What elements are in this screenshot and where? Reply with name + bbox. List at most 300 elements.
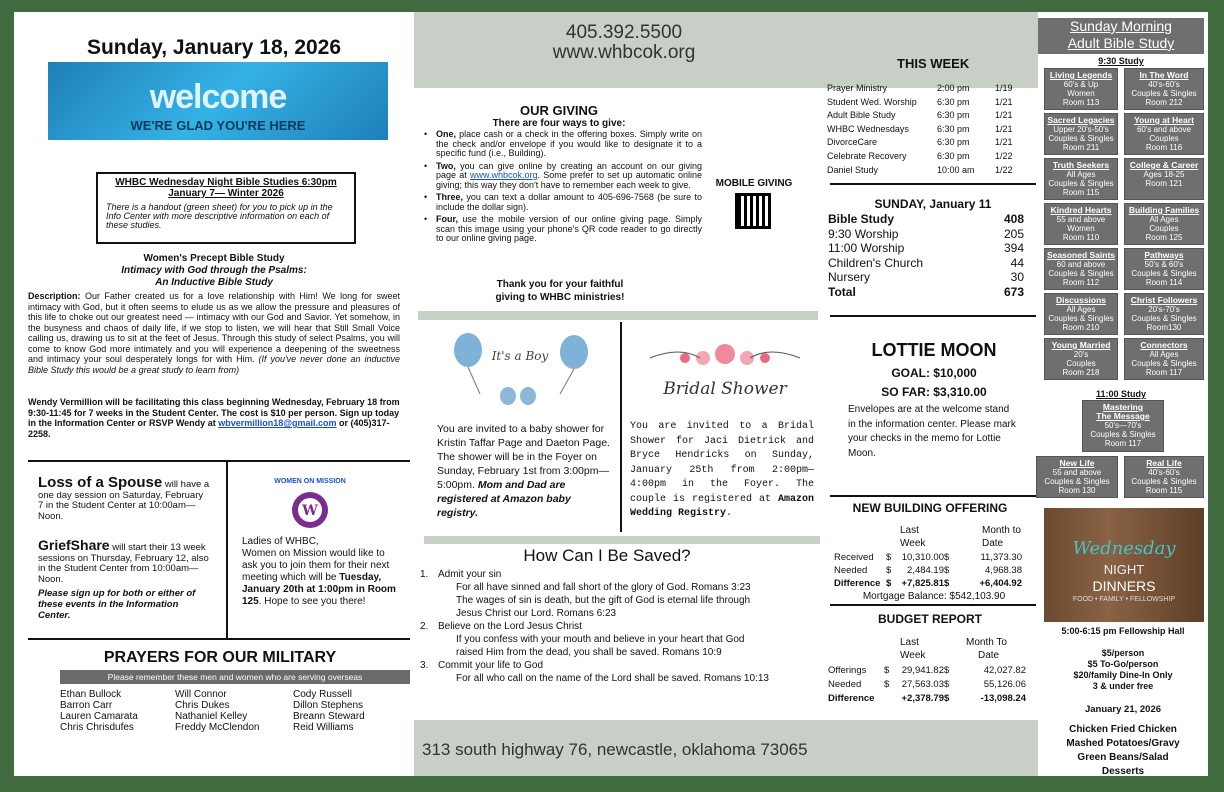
divider [418, 311, 818, 320]
building-cell: 2,484.19 [907, 565, 944, 576]
class-detail: Room 211 [1062, 143, 1100, 152]
budget-cell: Needed [828, 679, 862, 690]
military-col-2 [175, 689, 285, 733]
frame-top [0, 0, 1224, 12]
class-detail: Room 115 [1062, 188, 1100, 197]
saved-verse: For all who call on the name of the Lord shall be saved. Romans 10:13 [456, 673, 769, 684]
class-name: Connectors [1140, 340, 1188, 350]
this-week-cell: 1/19 [995, 83, 1013, 93]
sunday-row [828, 212, 1024, 227]
dinners-menu [1038, 723, 1208, 779]
building-row [834, 551, 1030, 564]
giving-text: use the mobile version of our online giving page. Simply scan this image using your phone's QR code reader to go directly to our online giving page. [436, 214, 702, 243]
military-name: Dillon Stephens [293, 700, 364, 711]
this-week-cell: 6:30 pm [937, 123, 970, 134]
budget-cell: 27,563.03 [901, 679, 944, 690]
building-h2b: Date [982, 538, 1004, 549]
bible-class-card [1044, 113, 1118, 155]
this-week-cell: WHBC Wednesdays [827, 123, 909, 134]
welcome-subtext: WE'RE GLAD YOU'RE HERE [130, 118, 306, 133]
lottie-text: Envelopes are at the welcome stand in the information center. Please mark your checks in the memo for Lottie Moon. [848, 404, 1016, 459]
wednesday-study-body: There is a handout (green sheet) for you to pick up in the Info Center with more descriptive information on each of these studies. [106, 202, 333, 230]
bible-class-card [1124, 113, 1204, 155]
budget-cell [884, 692, 896, 706]
class-name: Living Legends [1049, 70, 1113, 80]
this-week-cell: 6:30 pm [937, 137, 970, 148]
class-detail: Couples [1149, 134, 1179, 143]
budget-cell: Difference [828, 693, 875, 704]
church-address: 313 south highway 76, newcastle, oklahoma 73065 [422, 740, 808, 759]
saved-step [420, 620, 830, 633]
dinners-p1: $5/person [1101, 648, 1145, 658]
military-name: Lauren Camarata [60, 711, 138, 722]
divider [28, 638, 410, 640]
divider [830, 604, 1036, 606]
this-week-row [827, 109, 1032, 123]
wednesday-study-box [96, 172, 356, 244]
dinners-p3: $20/family Dine-In Only [1073, 670, 1173, 680]
menu-item: Chicken Fried Chicken [1069, 724, 1177, 735]
building-head-week [900, 524, 950, 550]
this-week-cell: Student Wed. Worship [827, 96, 917, 107]
military-name: Nathaniel Kelley [175, 711, 248, 722]
precept-desc-label: Description: [28, 291, 81, 301]
this-week-cell: 6:30 pm [937, 150, 970, 161]
building-row [834, 577, 1030, 590]
class-detail: Room 112 [1062, 278, 1100, 287]
this-week-cell: Daniel Study [827, 164, 879, 175]
class-detail: Room 117 [1145, 368, 1183, 377]
class-name: College & Career [1129, 160, 1199, 170]
dinners-w1: Wednesday [1072, 538, 1176, 559]
budget-cell: -13,098.24 [980, 693, 1026, 704]
study-930-label: 9:30 Study [1098, 56, 1144, 66]
class-detail: Room 117 [1104, 439, 1142, 448]
welcome-text: welcome [149, 78, 287, 116]
giving-text-2: . Some prefer to set up automatic online giving; this way they don't have to remember each week to give. [436, 170, 703, 190]
svg-text:W: W [302, 503, 318, 519]
bible-class-card [1044, 293, 1118, 335]
sunday-count: 673 [1003, 284, 1024, 299]
class-detail: Couples [1066, 359, 1096, 368]
baby-art-text: It's a Boy [491, 349, 549, 363]
budget-cell: 29,941.82 [901, 665, 944, 676]
class-name: Mastering [1102, 402, 1144, 412]
building-cell: $ [944, 552, 950, 563]
class-detail: Couples & Singles [1131, 477, 1197, 486]
class-detail: Room 115 [1145, 486, 1183, 495]
class-detail: 20's [1073, 350, 1089, 359]
building-table [834, 551, 1030, 590]
saved-head: Admit your sin [438, 569, 502, 580]
military-name: Reid Williams [293, 722, 354, 733]
divider [424, 536, 820, 544]
bible-class-card [1044, 203, 1118, 245]
giving-thanks-2: giving to WHBC ministries! [495, 292, 625, 303]
budget-table [828, 664, 1032, 706]
giving-text: place cash or a check in the offering boxes. Simply write on the check and/or envelope if you would like to designate it to a specific fund (i.e., Building). [436, 129, 702, 158]
class-detail: 40's-60's [1148, 80, 1180, 89]
flower-icon [640, 336, 810, 406]
saved-head: Commit your life to God [438, 660, 544, 671]
sunday-label: Children's Church [828, 255, 923, 270]
class-detail: 60's and above [1136, 125, 1191, 134]
class-detail: Upper 20's-50's [1053, 125, 1109, 134]
bridal-shower-text [630, 420, 814, 522]
class-detail: All Ages [1066, 170, 1096, 179]
saved-step [420, 659, 830, 672]
this-week-row [827, 136, 1032, 150]
budget-title: BUDGET REPORT [877, 612, 982, 626]
sunday-title: SUNDAY, January 11 [874, 197, 992, 211]
class-detail: Ages 18-25 [1143, 170, 1185, 179]
sunday-label: 11:00 Worship [828, 241, 905, 255]
this-week-cell: 2:00 pm [937, 83, 970, 93]
budget-row [828, 664, 1032, 678]
qr-code-icon[interactable] [735, 193, 771, 229]
saved-num: 1. [420, 569, 429, 580]
giving-item [422, 130, 702, 159]
this-week-cell: 1/21 [995, 96, 1013, 107]
bible-class-card [1124, 456, 1204, 498]
class-detail: 55 and above [1052, 468, 1102, 477]
budget-cell: $ [944, 693, 950, 704]
budget-cell: $ [884, 679, 890, 690]
military-name: Breann Steward [293, 711, 365, 722]
military-banner: Please remember these men and women who are serving overseas [60, 670, 410, 684]
class-name: Young Married [1051, 340, 1111, 350]
this-week-cell: 10:00 am [937, 164, 975, 175]
budget-cell: 42,027.82 [983, 665, 1026, 676]
dinners-w2: NIGHT [1103, 562, 1145, 577]
budget-head-week [900, 636, 950, 662]
bible-class-card [1036, 456, 1118, 498]
saved-num: 3. [420, 660, 429, 671]
class-detail: Couples [1149, 224, 1179, 233]
baby-shower-art [450, 330, 590, 410]
this-week-table [827, 82, 1032, 177]
building-title: NEW BUILDING OFFERING [852, 501, 1008, 515]
wom-text [242, 536, 400, 608]
this-week-row [827, 123, 1032, 137]
saved-step [420, 568, 830, 581]
building-h1b: Week [900, 538, 926, 549]
military-title: PRAYERS FOR OUR MILITARY [103, 649, 337, 666]
loss-of-spouse [38, 474, 210, 522]
class-name: Young at Heart [1134, 115, 1194, 125]
this-week-cell: 1/21 [995, 123, 1013, 134]
class-detail: Couples & Singles [1048, 179, 1114, 188]
dinners-p4: 3 & under free [1092, 681, 1154, 691]
balloon-icon [450, 330, 590, 410]
giving-text: you can give online by creating an account on our giving page at [436, 160, 702, 180]
sunday-count: 30 [1010, 270, 1024, 284]
giving-text: you can text a dollar amount to 405-696-7568 (be sure to include the dollar sign). [436, 192, 702, 212]
bullet-icon: • [424, 192, 428, 202]
class-detail: Couples & Singles [1090, 430, 1156, 439]
class-detail: Room 110 [1062, 233, 1100, 242]
this-week-cell: DivorceCare [827, 137, 878, 148]
saved-verse: The wages of sin is death, but the gift of God is eternal life through [456, 595, 751, 606]
wednesday-study-subtitle: January 7— Winter 2026 [168, 188, 284, 199]
class-detail: Room 212 [1145, 98, 1183, 107]
class-name: Christ Followers [1130, 295, 1198, 305]
class-detail: Couples & Singles [1131, 359, 1197, 368]
wendy-text: Wendy Vermillion will be facilitating this class beginning Wednesday, February 18 from 9:30-11:45 for 7 weeks in the Student Center. The cost is $10 per person. Sign up today in the Information Center or RSVP Wendy at [28, 397, 400, 428]
sunday-label: 9:30 Worship [828, 226, 899, 241]
this-week-row [827, 164, 1032, 178]
saved-verse: If you confess with your mouth and believe in your heart that God [456, 634, 745, 645]
giving-item [422, 162, 702, 191]
building-cell: $ [886, 578, 892, 589]
bible-class-card [1044, 248, 1118, 290]
class-detail: All Ages [1066, 305, 1096, 314]
class-detail: Room 121 [1145, 179, 1183, 188]
precept-desc-text: Our Father created us for a love relationship with Him! We long for sweet intimacy with God, but it often seems to elude us as we allow the pressure and pleasures of this life to choke out our greatest need — intimacy with our God and Savior. Yet somehow, in the busyness and chaos of daily life, if we stop to listen, we will hear that Still Small Voice calling us, drawing us to sit at the feet of Jesus. Through this study of select Psalms, you will come to know God more intimately and you will experience a deepening of the sweetness and intimacy your soul desperately longs for with Him. [28, 291, 400, 364]
class-detail: Room 210 [1062, 323, 1100, 332]
wendy-email-link[interactable]: wbvermillion18@gmail.com [218, 418, 337, 428]
giving-lead: Four, [436, 214, 458, 224]
sunday-label: Total [828, 284, 856, 299]
wom-logo-text: WOMEN ON MISSION [274, 478, 346, 485]
sunday-row [828, 227, 1024, 242]
class-name: New Life [1059, 458, 1095, 468]
saved-verse: Jesus Christ our Lord. Romans 6:23 [456, 608, 617, 619]
giving-intro: There are four ways to give: [492, 118, 626, 129]
class-name: Sacred Legacies [1047, 115, 1115, 125]
military-name: Barron Carr [60, 700, 113, 711]
giving-title: OUR GIVING [519, 103, 598, 118]
menu-item: Mashed Potatoes/Gravy [1066, 738, 1180, 749]
this-week-cell: Prayer Ministry [827, 83, 888, 93]
class-detail: 20's-70's [1148, 305, 1180, 314]
military-col-1 [60, 689, 170, 733]
mobile-giving-label: MOBILE GIVING [715, 178, 793, 189]
bridal-registry: Amazon Wedding Registry [630, 493, 814, 519]
baby-text: You are invited to a baby shower for Kristin Taffar Page and Daeton Page. The shower will be in the Foyer on Sunday, February 1st from 3:00pm—5:00pm. [437, 423, 610, 491]
precept-subtitle-1: Intimacy with God through the Psalms: [121, 265, 307, 276]
this-week-row [827, 82, 1032, 96]
class-detail: Couples & Singles [1048, 314, 1114, 323]
menu-item: Green Beans/Salad [1077, 752, 1169, 763]
class-detail: Room 125 [1145, 233, 1183, 242]
precept-wendy [28, 397, 400, 439]
sunday-label: Nursery [828, 270, 871, 284]
this-week-cell: 1/21 [995, 110, 1013, 121]
budget-h2b: Date [978, 650, 1000, 661]
precept-title: Women's Precept Bible Study [143, 253, 285, 264]
building-cell: 10,310.00 [901, 552, 944, 563]
building-cell: Difference [834, 578, 881, 589]
class-detail: Room 218 [1062, 368, 1100, 377]
saved-list [420, 568, 830, 685]
bridal-art-text: Bridal Shower [663, 379, 787, 399]
dinners-time: 5:00-6:15 pm Fellowship Hall [1061, 626, 1185, 636]
building-h1: Last [900, 525, 919, 536]
wom-greeting: Ladies of WHBC, [242, 536, 319, 547]
giving-list [422, 130, 702, 247]
giving-thanks-1: Thank you for your faithful [496, 279, 624, 290]
sunday-count: 44 [1010, 255, 1024, 270]
class-detail: Couples & Singles [1131, 314, 1197, 323]
building-cell: $ [944, 578, 950, 589]
precept-desc-italic: (If you've never done an inductive Bible Study this would be a great study to learn from) [28, 354, 400, 375]
military-name: Freddy McClendon [175, 722, 260, 733]
building-h2: Month to [982, 525, 1021, 536]
grief-text: will start their 13 week sessions on Thursday, February 12, also in the Student Center from 10:00am—Noon. [38, 542, 209, 585]
wom-text2: . Hope to see you there! [258, 596, 366, 607]
class-detail: Couples & Singles [1048, 269, 1114, 278]
sunday-row [828, 285, 1024, 300]
lottie-title: LOTTIE MOON [871, 340, 997, 360]
this-week-title: THIS WEEK [897, 56, 970, 71]
wednesday-dinners-art [1044, 508, 1204, 622]
sunday-count: 408 [1003, 212, 1024, 226]
military-name: Chris Dukes [175, 700, 230, 711]
class-name: Building Families [1128, 205, 1200, 215]
precept-subtitle-2: An Inductive Bible Study [155, 277, 273, 288]
bible-class-card [1124, 68, 1204, 110]
giving-lead: One, [436, 129, 457, 139]
this-week-cell: 6:30 pm [937, 110, 970, 121]
building-cell: Needed [834, 565, 868, 576]
bridal-shower-art [640, 336, 810, 406]
building-cell: +6,404.92 [979, 578, 1022, 589]
church-phone: 405.392.5500 [565, 22, 683, 43]
menu-item: Desserts [1101, 766, 1145, 777]
giving-lead: Two, [436, 160, 456, 171]
divider [830, 495, 1036, 497]
saved-head: Believe on the Lord Jesus Christ [438, 621, 582, 632]
loss-title: Loss of a Spouse [38, 474, 163, 491]
budget-cell: $ [944, 679, 950, 690]
ss-title2: Adult Bible Study [1067, 35, 1175, 51]
bible-class-card [1044, 338, 1118, 380]
giving-link[interactable]: www.whbcok.org [469, 170, 538, 180]
class-name: Kindred Hearts [1050, 205, 1112, 215]
lottie-goal: GOAL: $10,000 [891, 366, 977, 380]
saved-title: How Can I Be Saved? [523, 546, 691, 565]
class-detail: 60 and above [1056, 260, 1106, 269]
class-detail: Women [1067, 224, 1095, 233]
bible-class-card [1124, 158, 1204, 200]
saved-verse: raised Him from the dead, you shall be saved. Romans 10:9 [456, 647, 722, 658]
wom-logo-icon [268, 478, 352, 534]
bible-class-card [1124, 203, 1204, 245]
class-detail: Room130 [1146, 323, 1182, 332]
wom-meeting: Tuesday, January 20th at 1:00pm in Room 125 [242, 572, 396, 607]
baby-registry: Mom and Dad are registered at Amazon baby registry. [437, 479, 571, 519]
budget-h1: Last [900, 637, 919, 648]
frame-left [0, 0, 14, 792]
wednesday-study-title: WHBC Wednesday Night Bible Studies 6:30pm [115, 177, 337, 188]
bullet-icon: • [424, 160, 428, 171]
dinners-tag: FOOD • FAMILY • FELLOWSHIP [1072, 596, 1176, 603]
class-name: Pathways [1144, 250, 1184, 260]
budget-cell: $ [944, 665, 950, 676]
divider [620, 322, 622, 532]
military-col-3 [293, 689, 403, 733]
budget-cell: +2,378.79 [901, 693, 944, 704]
class-name-2: The Message [1096, 411, 1150, 421]
sunday-study-title [1038, 18, 1204, 54]
divider [830, 183, 1036, 185]
bible-class-card [1044, 68, 1118, 110]
lottie-sofar: SO FAR: $3,310.00 [881, 385, 987, 399]
building-cell: $ [886, 552, 892, 563]
giving-item [422, 193, 702, 212]
class-detail: 50's—70's [1104, 421, 1142, 430]
sunday-count: 205 [1003, 226, 1024, 241]
welcome-banner [48, 62, 388, 140]
bible-class-card [1082, 400, 1164, 452]
study-1100-label: 11:00 Study [1095, 389, 1147, 399]
class-detail: Room 114 [1145, 278, 1183, 287]
giving-item [422, 215, 702, 244]
sunday-row [828, 241, 1024, 256]
sunday-row [828, 256, 1024, 271]
sunday-row [828, 270, 1024, 285]
loss-signup: Please sign up for both or either of these events in the Information Center. [38, 588, 196, 621]
budget-cell: Offerings [828, 665, 867, 676]
building-cell: $ [944, 565, 950, 576]
griefshare [38, 537, 210, 585]
this-week-cell: Celebrate Recovery [827, 150, 907, 161]
sunday-table [828, 212, 1024, 299]
baby-shower-text [437, 422, 611, 520]
this-week-row [827, 150, 1032, 164]
saved-num: 2. [420, 621, 429, 632]
budget-cell: 55,126.06 [983, 679, 1026, 690]
loss-text: will have a one day session on Saturday, February 7 in the Student Center at 10:00am—Noon. [38, 479, 210, 522]
building-row [834, 564, 1030, 577]
budget-row [828, 692, 1032, 706]
building-cell: +7,825.81 [901, 578, 944, 589]
class-detail: Couples & Singles [1044, 477, 1110, 486]
this-week-cell: 1/22 [995, 164, 1013, 175]
military-name: Ethan Bullock [60, 689, 122, 700]
building-cell: 11,373.30 [980, 552, 1022, 563]
military-name: Cody Russell [293, 689, 352, 700]
church-website[interactable]: www.whbcok.org [552, 42, 696, 63]
class-name: Real Life [1146, 458, 1182, 468]
this-week-cell: 1/21 [995, 137, 1013, 148]
sunday-count: 394 [1003, 241, 1024, 255]
budget-h2: Month To [966, 637, 1007, 648]
bullet-icon: • [424, 214, 428, 224]
divider [830, 315, 1036, 317]
this-week-cell: 1/22 [995, 150, 1013, 161]
ss-title1: Sunday Morning [1070, 18, 1172, 34]
budget-cell: $ [884, 665, 890, 676]
building-cell: 4,968.38 [985, 565, 1022, 576]
dinners-p2: $5 To-Go/person [1087, 659, 1159, 669]
class-detail: 40's-60's [1148, 468, 1180, 477]
class-detail: Couples & Singles [1131, 89, 1197, 98]
bridal-end: . [726, 508, 733, 519]
bible-class-card [1124, 248, 1204, 290]
class-detail: Room 130 [1058, 486, 1096, 495]
bulletin-date: Sunday, January 18, 2026 [86, 36, 342, 59]
class-detail: 50's & 60's [1144, 260, 1184, 269]
class-detail: Room 116 [1145, 143, 1183, 152]
saved-verse: For all have sinned and fall short of the glory of God. Romans 3:23 [456, 582, 751, 593]
class-detail: Couples & Singles [1131, 269, 1197, 278]
this-week-cell: 6:30 pm [937, 96, 970, 107]
wendy-phone: or (405)317-2258. [28, 418, 390, 439]
mortgage-balance: Mortgage Balance: $542,103.90 [862, 591, 1006, 602]
budget-h1b: Week [900, 650, 926, 661]
